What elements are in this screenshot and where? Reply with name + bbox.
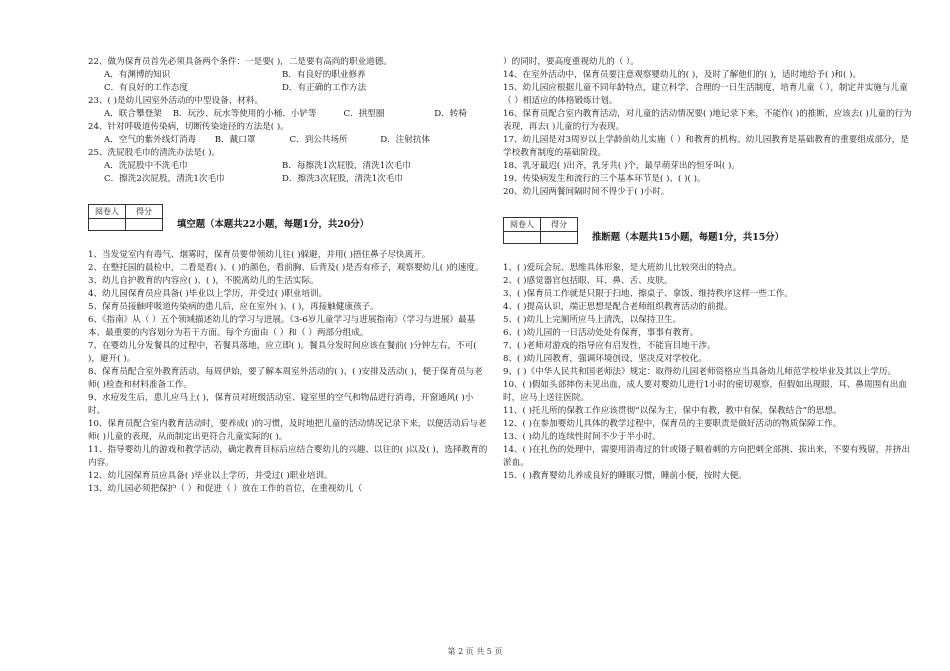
judge-item-5: 5、( )幼儿上完厕所应马上清洗，以保持卫生。 <box>503 315 682 325</box>
score-cell <box>541 232 578 244</box>
fill-item-5: 5、保育员接触呼吸道传染病的患儿后，应在室外( )、( )，再接触健康孩子。 <box>88 302 379 312</box>
fill-item-7: 7、在婴幼儿分发餐具的过程中，若餐具落地，应立即( )。餐具分发时间应该在餐前( )分钟左右，不可( )，避开( )。 <box>88 341 477 364</box>
judge-item-11: 11、( )托儿所的保教工作应该贯彻“以保为主，保中有教，教中有保，保教结合”的思想。 <box>503 406 842 416</box>
option-a: A．空气的紫外线灯消毒 <box>104 135 197 145</box>
option-d: D．擦洗3次屁股，清洗1次毛巾 <box>282 174 403 184</box>
question-25-options-row1 <box>88 160 488 173</box>
option-a: A．有渊博的知识 <box>104 70 171 80</box>
left-column <box>88 56 488 496</box>
grader-cell <box>89 219 126 231</box>
judge-item-3: 3、( )保育员工作就是只限于扫地、擦桌子、拿饭、维持秩序这样一些工作。 <box>503 289 793 299</box>
fill-list <box>88 249 488 496</box>
judge-item-12: 12、( )在参加婴幼儿具体的教学过程中，保育员的主要职责是做好活动的物质保障工作。 <box>503 419 842 429</box>
fill-item-1: 1、当发觉室内有毒气、烟雾时，保育员要带领幼儿往( )躲避，并用( )捂住鼻子尽快离开。 <box>88 250 431 260</box>
question-25: 25、洗屁股毛巾的清洗办法是( )。 <box>88 148 221 158</box>
judge-section-header <box>503 217 913 244</box>
fill-section-header <box>88 204 488 231</box>
judge-item-15: 15、( )教育婴幼儿养成良好的睡眠习惯，睡前小便，按时大便。 <box>503 471 747 481</box>
option-c: C．擦洗2次屁股，清洗1次毛巾 <box>104 174 225 184</box>
score-label: 得分 <box>541 218 578 232</box>
question-23-options <box>88 108 488 121</box>
question-24-options <box>88 134 488 147</box>
fill-item-8: 8、保育员配合室外教育活动，每周伊始，要了解本周室外活动的( )、( )安排及活动( )，便于保育员与老师( )检查和材料准备工作。 <box>88 367 483 390</box>
question-22-options-row1 <box>88 69 488 82</box>
page-number: 第 2 页 共 5 页 <box>447 647 503 656</box>
judge-list <box>503 262 913 483</box>
option-a: A．洗屁股中不洗毛巾 <box>104 161 188 171</box>
judge-item-14: 14、( )在扎伤的处理中，需要用消毒过的针或镊子顺着刺的方向把刺全部挑、拔出来，不要有残留，并挤出淤血。 <box>503 445 911 468</box>
fill-item-13-cont: ）的同时，要高度重视幼儿的（ ）。 <box>503 57 639 67</box>
score-box <box>88 204 163 231</box>
judge-item-2: 2、( )感觉器官包括眼、耳、鼻、舌、皮肤。 <box>503 276 673 286</box>
option-c: C．到公共场所 <box>289 135 348 145</box>
option-a: A．联合攀登架 <box>104 109 162 119</box>
score-box <box>503 217 578 244</box>
option-b: B．有良好的职业修养 <box>282 70 366 80</box>
fill-item-15: 15、幼儿园应根据儿童不同年龄特点，建立科学、合理的一日生活制度，培育儿童（ ），制定并实施与儿童（ ）相适应的体格锻炼计划。 <box>503 83 908 106</box>
option-c: C．拱型圈 <box>343 109 385 119</box>
judge-item-1: 1、( )爱玩会玩、思维具体形象，是大班幼儿比较突出的特点。 <box>503 263 742 273</box>
option-d: D．有正确的工作方法 <box>282 83 367 93</box>
judge-item-4: 4、( )提高认识，端正思想是配合老师组织教育活动的前提。 <box>503 302 733 312</box>
fill-item-19: 19、传染病发生和流行的三个基本环节是( )、( )( )。 <box>503 174 706 184</box>
grader-cell <box>504 232 541 244</box>
judge-item-6: 6、( )幼儿园的一日活动处处有保育，事事有教育。 <box>503 328 699 338</box>
option-c: C．有良好的工作态度 <box>104 83 188 93</box>
right-column <box>503 56 913 483</box>
grader-label: 阅卷人 <box>504 218 541 232</box>
judge-item-13: 13、( )幼儿的连续性时间不少于半小时。 <box>503 432 661 442</box>
fill-item-4: 4、幼儿园保育员应具备( )毕业以上学历，并受过( )职业培训。 <box>88 289 328 299</box>
fill-item-3: 3、幼儿自护教育的内容应( )、( )，不脱离幼儿的生活实际。 <box>88 276 319 286</box>
question-25-options-row2 <box>88 173 488 186</box>
section-title-fill: 填空题（本题共22小题，每题1分，共20分） <box>177 219 369 230</box>
option-b: B．玩沙、玩水等使用的小桶、小铲等 <box>172 109 317 119</box>
fill-item-10: 10、保育员配合室内教育活动时，要养成( )的习惯，及时地把儿童的活动情况记录下来，以便活动后与老师( )儿童的表现，从而制定出更符合儿童实际的( )。 <box>88 419 487 442</box>
fill-item-11: 11、指导婴幼儿的游戏和教学活动，确定教育目标后应结合婴幼儿的兴趣、以往的( )以及( )，选择教育的内容。 <box>88 445 488 468</box>
option-b: B．戴口罩 <box>214 135 256 145</box>
option-b: B．每擦洗1次屁股，清洗1次毛巾 <box>282 161 411 171</box>
judge-item-8: 8、( )幼儿园教育，强调环境创设，坚决反对学校化。 <box>503 354 707 364</box>
question-22: 22、做为保育员首先必须具备两个条件：一是要( )，二是要有高尚的职业道德。 <box>88 57 392 67</box>
fill-item-14: 14、在室外活动中，保育员要注意观察婴幼儿的( )，及时了解他们的( )，适时地给予( )和( )。 <box>503 70 862 80</box>
question-24: 24、针对呼吸道传染病，切断传染途径的方法是( )。 <box>88 122 289 132</box>
question-23: 23、( )是幼儿园室外活动的中型设备、材料。 <box>88 96 264 106</box>
fill-item-20: 20、幼儿园两餐间隔时间不得少于( )小时。 <box>503 187 670 197</box>
fill-item-16: 16、保育员配合室内教育活动，对儿童的活动情况要( )地记录下来，不能作( )的推断，应该去( )儿童的行为表现，再去( )儿童的行为表现。 <box>503 109 912 132</box>
score-cell <box>126 219 163 231</box>
question-22-options-row2 <box>88 82 488 95</box>
judge-item-10: 10、( )假如头部摔伤未见出血，成人要对婴幼儿进行1小时的密切观察，但假如出现眼、耳、鼻周围有出血时，应马上送往医院。 <box>503 380 907 403</box>
fill-item-2: 2、在整托园的晨检中，二看是看( )、( )的颜色，看前胸、后背及( )是否有疹子，观察婴幼儿( )的速度。 <box>88 263 484 273</box>
fill-item-13: 13、幼儿园必须把保护（ ）和促进（ ）放在工作的首位，在重视幼儿（ <box>88 484 363 494</box>
fill-list-continued <box>503 56 913 199</box>
judge-item-7: 7、( )老师对游戏的指导应有启发性，不能盲目地干涉。 <box>503 341 716 351</box>
option-d: D．注射抗体 <box>380 135 431 145</box>
score-label: 得分 <box>126 205 163 219</box>
fill-item-6: 6、《指南》从（ ）五个领域描述幼儿的学习与进展。《3-6岁儿童学习与进展指南》（学习与进展）最基本、最重要的内容划分为若干方面。每个方面由（ ）和（ ）两部分组成。 <box>88 315 476 338</box>
fill-item-12: 12、幼儿园保育员应具备( )毕业以上学历，并受过( )职业培训。 <box>88 471 333 481</box>
fill-item-18: 18、乳牙最迟( )出齐，乳牙共( )个，最早萌芽出的恒牙叫( )。 <box>503 161 740 171</box>
option-d: D．转椅 <box>434 109 467 119</box>
grader-label: 阅卷人 <box>89 205 126 219</box>
fill-item-9: 9、水痘发生后，患儿应马上( )，保育员对班级活动室、寝室里的空气和物品进行消毒，开窗通风( )小时。 <box>88 393 474 416</box>
section-title-judge: 推断题（本题共15小题，每题1分，共15分） <box>592 232 784 243</box>
fill-item-17: 17、幼儿园是对3周岁以上学龄前幼儿实施（ ）和教育的机构。幼儿园教育是基础教育的重要组成部分，是学校教育制度的基础阶段。 <box>503 135 909 158</box>
judge-item-9: 9、( )《中华人民共和国老师法》规定：取得幼儿园老师资格应当具备幼儿师范学校毕业及其以上学历。 <box>503 367 897 377</box>
